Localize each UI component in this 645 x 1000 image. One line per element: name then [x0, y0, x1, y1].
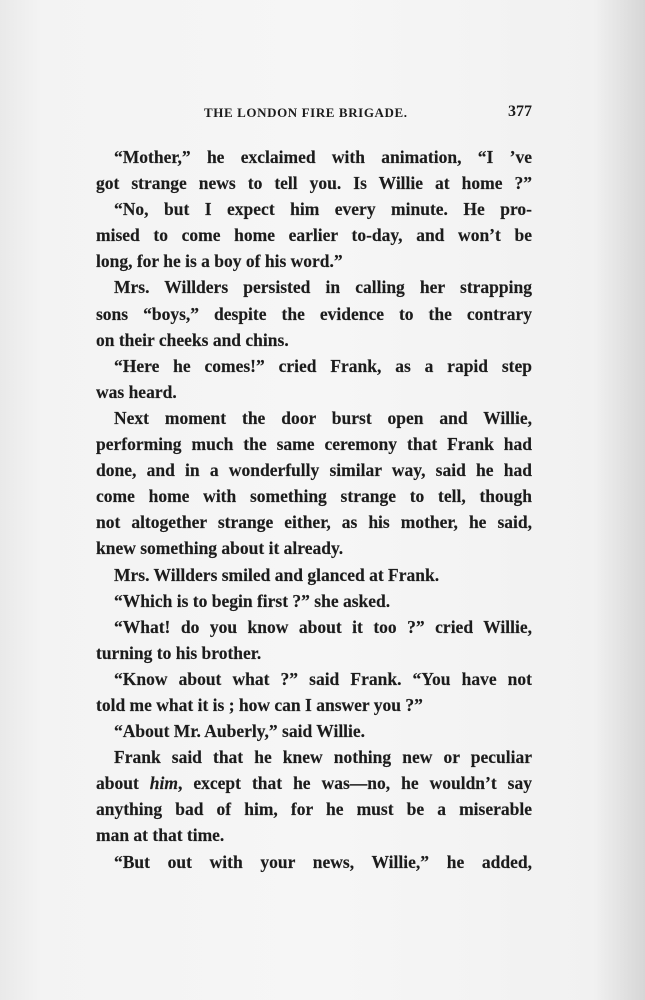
page-number: 377: [508, 103, 532, 120]
text-line: mised to come home earlier to-day, and won’t be: [96, 225, 532, 246]
text-line: Frank said that he knew nothing new or peculiar: [114, 747, 532, 768]
text-line: performing much the same ceremony that Frank had: [96, 434, 532, 455]
text-line: Mrs. Willders persisted in calling her strapping: [114, 277, 532, 298]
text-line: done, and in a wonderfully similar way, said he had: [96, 460, 532, 481]
running-title: THE LONDON FIRE BRIGADE.: [204, 105, 408, 120]
text-line: “Which is to begin first ?” she asked.: [114, 590, 391, 611]
text-line: got strange news to tell you. Is Willie at home ?”: [96, 173, 532, 194]
text-line: Mrs. Willders smiled and glanced at Frank.: [114, 564, 440, 585]
text-line: turning to his brother.: [96, 642, 262, 663]
text-line: “Know about what ?” said Frank. “You have not: [114, 668, 532, 689]
text-line: man at that time.: [96, 825, 225, 846]
text-line: on their cheeks and chins.: [96, 329, 289, 350]
text-line: knew something about it already.: [96, 538, 344, 559]
text-line: told me what it is ; how can I answer you ?”: [96, 694, 423, 715]
text-line: “What! do you know about it too ?” cried Willie,: [114, 616, 532, 637]
text-segment: , except that he was—no, he wouldn’t say: [178, 773, 532, 794]
text-line: “Mother,” he exclaimed with animation, “I ’ve: [114, 147, 532, 167]
text-line: “But out with your news, Willie,” he added,: [114, 851, 532, 872]
text-segment: about: [96, 773, 139, 794]
italic-word: him: [149, 773, 178, 794]
text-line: long, for he is a boy of his word.”: [96, 251, 343, 272]
text-line: Next moment the door burst open and Willie,: [114, 407, 532, 428]
text-line: come home with something strange to tell, though: [96, 486, 532, 507]
text-line: [96, 770, 532, 796]
text-line: sons “boys,” despite the evidence to the contrary: [96, 303, 532, 324]
body-text: [96, 144, 532, 875]
text-line: “About Mr. Auberly,” said Willie.: [114, 721, 366, 742]
running-header: [96, 103, 532, 123]
text-line: anything bad of him, for he must be a miserable: [96, 799, 532, 820]
text-line: “Here he comes!” cried Frank, as a rapid step: [114, 355, 532, 376]
text-line: not altogether strange either, as his mother, he said,: [96, 512, 532, 533]
text-line: “No, but I expect him every minute. He pro-: [114, 199, 532, 220]
text-line: was heard.: [96, 381, 177, 402]
